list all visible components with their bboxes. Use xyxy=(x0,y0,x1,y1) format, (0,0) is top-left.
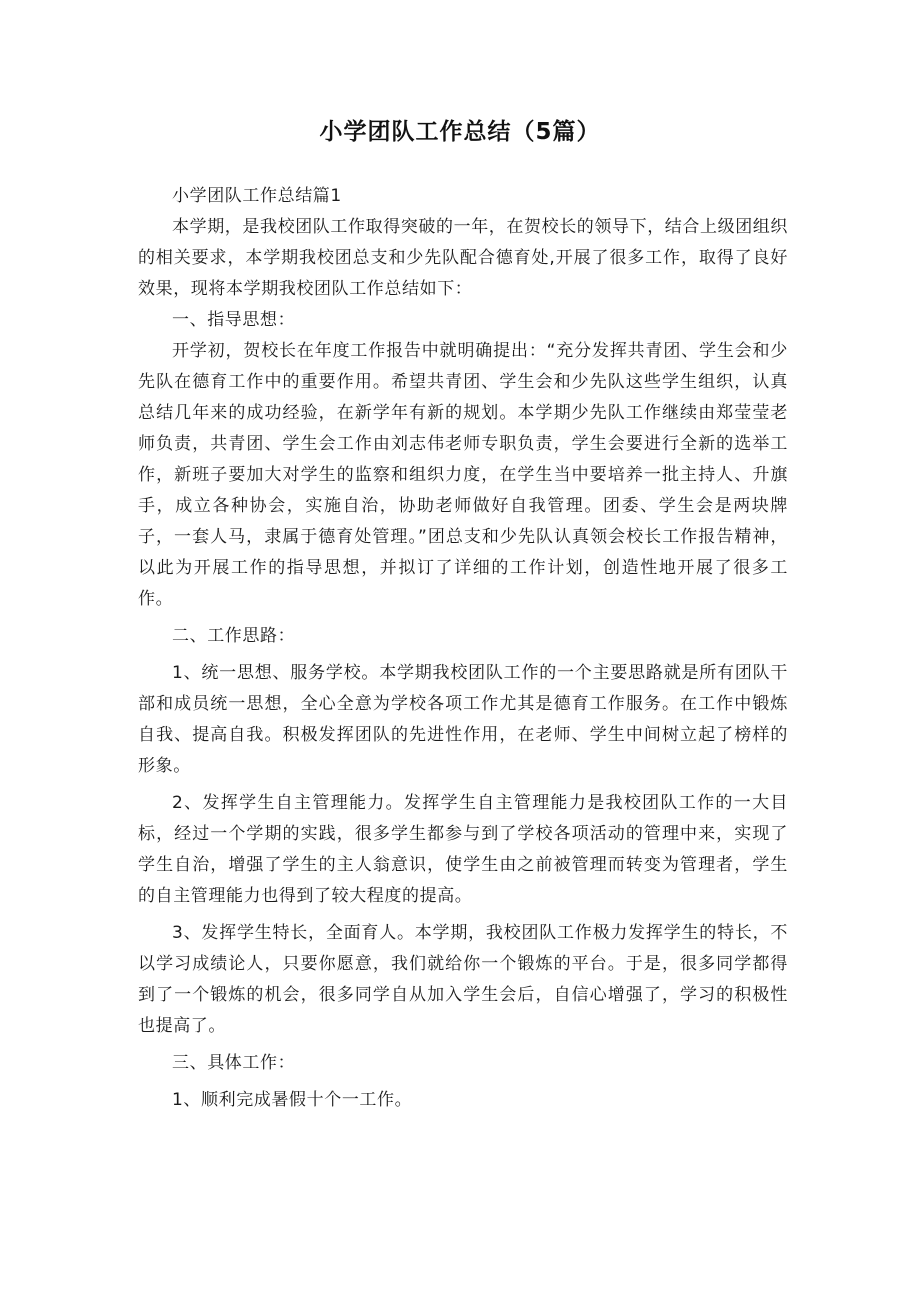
section-heading: 二、工作思路： xyxy=(172,626,296,646)
paragraph: 本学期，是我校团队工作取得突破的一年，在贺校长的领导下，结合上级团组织的相关要求，本学期我校团总支和少先队配合德育处,开展了很多工作，取得了良好效果，现将本学期我校团队工作总结如下： xyxy=(138,217,788,299)
document-title: 小学团队工作总结（5篇） xyxy=(319,119,601,145)
paragraph: 1、统一思想、服务学校。本学期我校团队工作的一个主要思路就是所有团队干部和成员统一思想，全心全意为学校各项工作尤其是德育工作服务。在工作中锻炼自我、提高自我。积极发挥团队的先进性作用，在老师、学生中间树立起了榜样的形象。 xyxy=(138,663,788,776)
section-heading: 一、指导思想： xyxy=(172,310,296,330)
document-body xyxy=(138,181,788,1116)
section-heading: 小学团队工作总结篇1 xyxy=(172,186,342,206)
paragraph: 1、顺利完成暑假十个一工作。 xyxy=(172,1090,413,1110)
paragraph: 2、发挥学生自主管理能力。发挥学生自主管理能力是我校团队工作的一大目标，经过一个学期的实践，很多学生都参与到了学校各项活动的管理中来，实现了学生自治，增强了学生的主人翁意识，使学生由之前被管理而转变为管理者，学生的自主管理能力也得到了较大程度的提高。 xyxy=(138,793,788,906)
paragraph: 开学初，贺校长在年度工作报告中就明确提出：“充分发挥共青团、学生会和少先队在德育工作中的重要作用。希望共青团、学生会和少先队这些学生组织，认真总结几年来的成功经验，在新学年有新的规划。本学期少先队工作继续由郑莹莹老师负责，共青团、学生会工作由刘志伟老师专职负责，学生会要进行全新的选举工作，新班子要加大对学生的监察和组织力度，在学生当中要培养一批主持人、升旗手，成立各种协会，实施自治，协助老师做好自我管理。团委、学生会是两块牌子，一套人马，隶属于德育处管理。”团总支和少先队认真领会校长工作报告精神，以此为开展工作的指导思想，并拟订了详细的工作计划，创造性地开展了很多工作。 xyxy=(138,341,788,609)
section-heading: 三、具体工作： xyxy=(172,1053,296,1073)
paragraph: 3、发挥学生特长，全面育人。本学期，我校团队工作极力发挥学生的特长，不以学习成绩论人，只要你愿意，我们就给你一个锻炼的平台。于是，很多同学都得到了一个锻炼的机会，很多同学自从加入学生会后，自信心增强了，学习的积极性也提高了。 xyxy=(138,923,788,1036)
